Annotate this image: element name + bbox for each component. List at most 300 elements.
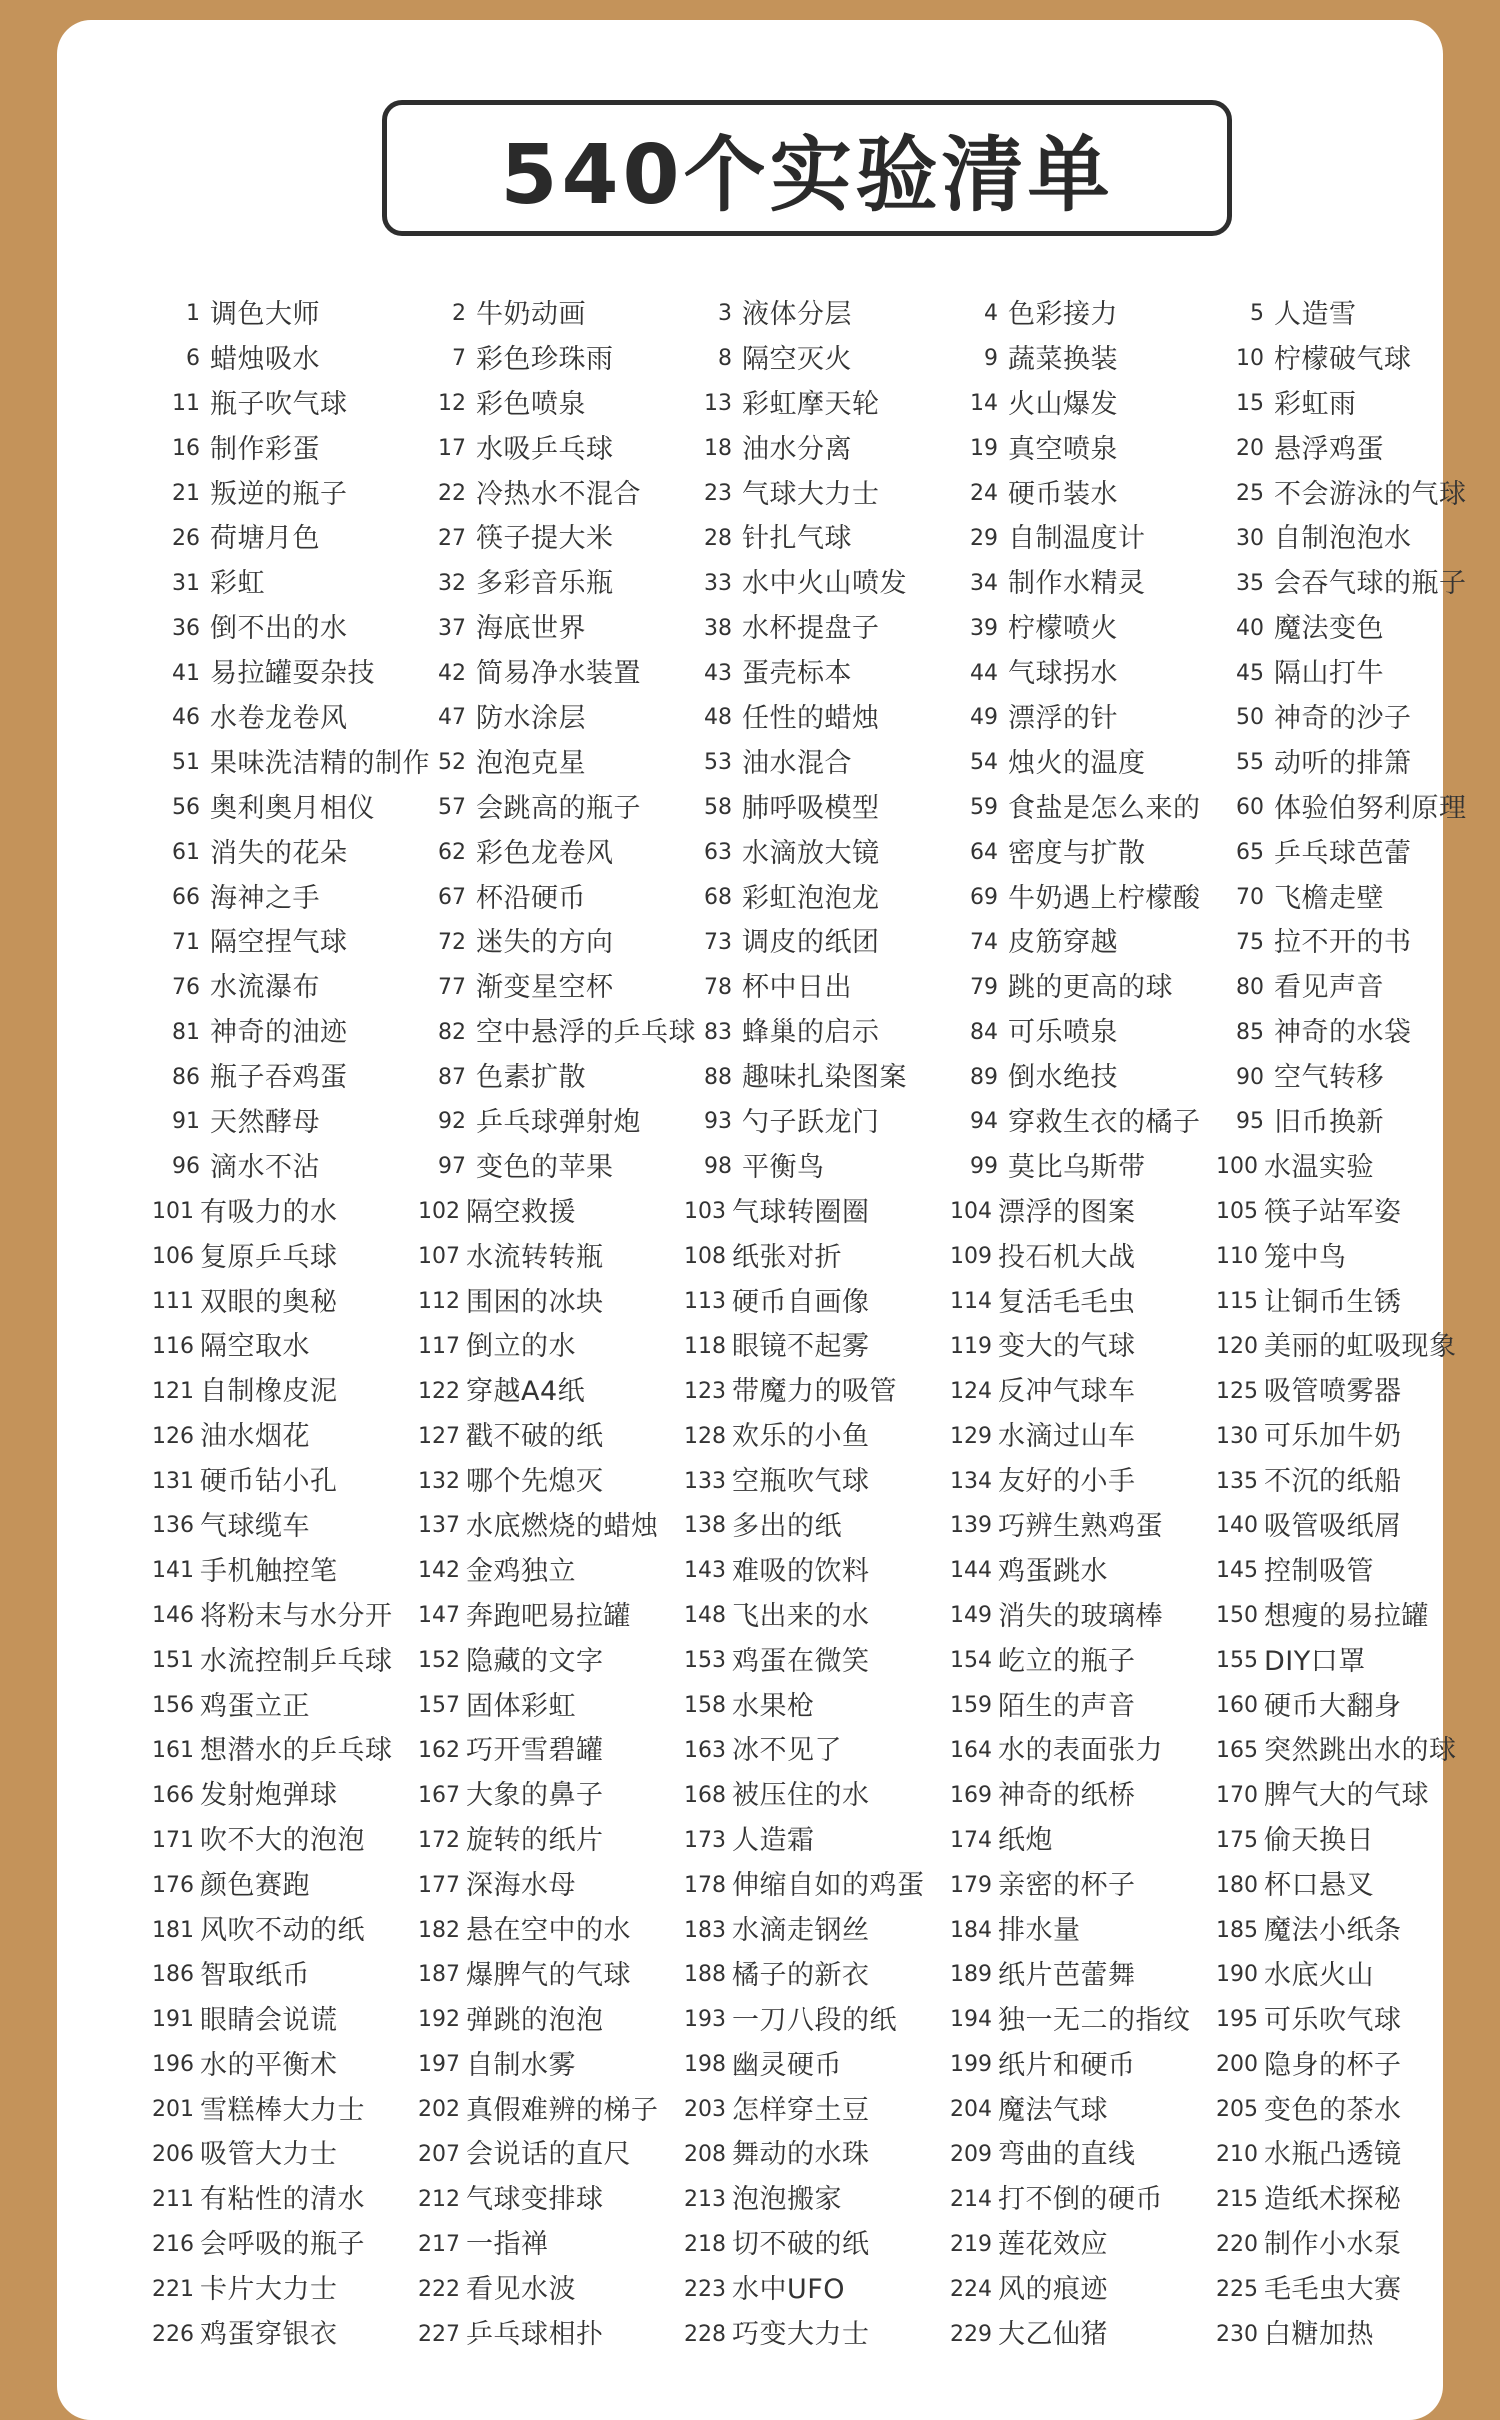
item-number: 205 <box>1216 2097 1258 2123</box>
list-item <box>152 382 418 427</box>
list-item <box>1216 831 1482 876</box>
item-number: 78 <box>704 974 732 1000</box>
item-number: 168 <box>684 1782 726 1808</box>
item-label: 色素扩散 <box>476 1062 586 1094</box>
item-number: 137 <box>418 1513 460 1539</box>
item-number: 165 <box>1216 1737 1258 1763</box>
list-item <box>684 2222 950 2267</box>
item-label: DIY口罩 <box>1264 1645 1366 1677</box>
list-item <box>152 876 418 921</box>
item-label: 柠檬破气球 <box>1274 343 1412 375</box>
item-number: 15 <box>1236 391 1264 417</box>
item-number: 53 <box>704 750 732 776</box>
item-number: 92 <box>438 1109 466 1135</box>
item-number: 208 <box>684 2141 726 2167</box>
item-label: 多出的纸 <box>732 1510 842 1542</box>
list-item <box>152 1235 418 1280</box>
item-label: 平衡鸟 <box>742 1151 825 1183</box>
item-label: 任性的蜡烛 <box>742 702 880 734</box>
list-item <box>418 427 684 472</box>
item-label: 体验伯努利原理 <box>1274 792 1467 824</box>
item-label: 隔空灭火 <box>742 343 852 375</box>
item-label: 人造霜 <box>732 1825 815 1857</box>
list-item <box>1216 1594 1482 1639</box>
item-label: 真空喷泉 <box>1008 433 1118 465</box>
item-label: 神奇的油迹 <box>210 1017 348 1049</box>
list-item <box>684 1190 950 1235</box>
item-number: 134 <box>950 1468 992 1494</box>
list-item <box>950 1639 1216 1684</box>
item-number: 217 <box>418 2231 460 2257</box>
item-label: 有吸力的水 <box>200 1196 338 1228</box>
list-item <box>418 651 684 696</box>
item-number: 221 <box>152 2276 194 2302</box>
item-number: 43 <box>704 660 732 686</box>
item-number: 30 <box>1236 525 1264 551</box>
item-number: 174 <box>950 1827 992 1853</box>
item-label: 叛逆的瓶子 <box>210 478 348 510</box>
item-label: 智取纸币 <box>200 1959 310 1991</box>
list-item <box>1216 1684 1482 1729</box>
item-label: 气球变排球 <box>466 2184 604 2216</box>
item-label: 泡泡搬家 <box>732 2184 842 2216</box>
item-label: 自制橡皮泥 <box>200 1376 338 1408</box>
item-label: 牛奶遇上柠檬酸 <box>1008 882 1201 914</box>
item-label: 倒立的水 <box>466 1331 576 1363</box>
list-item <box>418 382 684 427</box>
list-item <box>950 1055 1216 1100</box>
list-item <box>950 1100 1216 1145</box>
list-item <box>152 1639 418 1684</box>
item-number: 228 <box>684 2321 726 2347</box>
list-item <box>684 1908 950 1953</box>
item-number: 89 <box>970 1064 998 1090</box>
list-item <box>418 1594 684 1639</box>
item-label: 漂浮的针 <box>1008 702 1118 734</box>
list-item <box>684 831 950 876</box>
list-item <box>418 1504 684 1549</box>
list-item <box>684 2267 950 2312</box>
list-item <box>418 1055 684 1100</box>
item-number: 223 <box>684 2276 726 2302</box>
list-item <box>418 696 684 741</box>
list-item <box>1216 2133 1482 2178</box>
item-label: 独一无二的指纹 <box>998 2004 1191 2036</box>
item-label: 油水烟花 <box>200 1421 310 1453</box>
item-number: 8 <box>718 346 732 372</box>
item-number: 35 <box>1236 570 1264 596</box>
item-number: 184 <box>950 1917 992 1943</box>
list-item <box>418 606 684 651</box>
item-number: 170 <box>1216 1782 1258 1808</box>
item-label: 笼中鸟 <box>1264 1241 1347 1273</box>
list-item <box>152 651 418 696</box>
item-number: 193 <box>684 2007 726 2033</box>
list-item <box>684 741 950 786</box>
item-number: 32 <box>438 570 466 596</box>
item-label: 眼睛会说谎 <box>200 2004 338 2036</box>
item-number: 34 <box>970 570 998 596</box>
item-label: 水卷龙卷风 <box>210 702 348 734</box>
list-item <box>950 786 1216 831</box>
item-label: 倒不出的水 <box>210 613 348 645</box>
item-label: 亲密的杯子 <box>998 1870 1136 1902</box>
item-label: 气球拐水 <box>1008 658 1118 690</box>
item-number: 93 <box>704 1109 732 1135</box>
list-item <box>152 1459 418 1504</box>
item-label: 滴水不沾 <box>210 1151 320 1183</box>
list-item <box>950 1863 1216 1908</box>
item-label: 调皮的纸团 <box>742 927 880 959</box>
item-number: 86 <box>172 1064 200 1090</box>
item-number: 122 <box>418 1378 460 1404</box>
list-item <box>684 1100 950 1145</box>
item-label: 水杯提盘子 <box>742 613 880 645</box>
item-label: 一刀八段的纸 <box>732 2004 897 2036</box>
item-label: 造纸术探秘 <box>1264 2184 1402 2216</box>
item-label: 金鸡独立 <box>466 1555 576 1587</box>
item-number: 48 <box>704 705 732 731</box>
item-label: 彩色珍珠雨 <box>476 343 614 375</box>
item-number: 191 <box>152 2007 194 2033</box>
item-label: 毛毛虫大赛 <box>1264 2274 1402 2306</box>
item-number: 148 <box>684 1603 726 1629</box>
item-number: 195 <box>1216 2007 1258 2033</box>
item-label: 自制水雾 <box>466 2049 576 2081</box>
item-number: 36 <box>172 615 200 641</box>
list-item <box>152 1908 418 1953</box>
item-label: 气球大力士 <box>742 478 880 510</box>
list-item <box>1216 651 1482 696</box>
list-item <box>684 292 950 337</box>
item-label: 偷天换日 <box>1264 1825 1374 1857</box>
item-number: 163 <box>684 1737 726 1763</box>
list-item <box>418 561 684 606</box>
item-number: 106 <box>152 1244 194 1270</box>
list-item <box>950 2312 1216 2357</box>
item-number: 125 <box>1216 1378 1258 1404</box>
item-number: 1 <box>186 301 200 327</box>
page-title: 540个实验清单 <box>500 127 1114 223</box>
list-item <box>950 1504 1216 1549</box>
item-number: 131 <box>152 1468 194 1494</box>
list-item <box>418 1863 684 1908</box>
item-label: 巧辨生熟鸡蛋 <box>998 1510 1163 1542</box>
item-label: 蔬菜换装 <box>1008 343 1118 375</box>
list-item <box>1216 1504 1482 1549</box>
item-label: 密度与扩散 <box>1008 837 1146 869</box>
item-number: 61 <box>172 840 200 866</box>
list-item <box>1216 741 1482 786</box>
list-item <box>152 1953 418 1998</box>
list-item <box>152 1369 418 1414</box>
item-number: 120 <box>1216 1333 1258 1359</box>
item-label: 纸片和硬币 <box>998 2049 1136 2081</box>
list-item <box>684 696 950 741</box>
item-number: 28 <box>704 525 732 551</box>
item-label: 巧变大力士 <box>732 2319 870 2351</box>
item-label: 硬币钻小孔 <box>200 1466 338 1498</box>
item-label: 屹立的瓶子 <box>998 1645 1136 1677</box>
item-number: 10 <box>1236 346 1264 372</box>
list-item <box>1216 920 1482 965</box>
list-item <box>1216 1459 1482 1504</box>
item-label: 消失的玻璃棒 <box>998 1600 1163 1632</box>
item-number: 150 <box>1216 1603 1258 1629</box>
item-number: 68 <box>704 885 732 911</box>
item-number: 229 <box>950 2321 992 2347</box>
list-item <box>152 606 418 651</box>
list-item <box>1216 1863 1482 1908</box>
item-number: 123 <box>684 1378 726 1404</box>
item-number: 197 <box>418 2052 460 2078</box>
list-item <box>684 1504 950 1549</box>
list-item <box>950 920 1216 965</box>
item-label: 悬浮鸡蛋 <box>1274 433 1384 465</box>
item-number: 71 <box>172 929 200 955</box>
item-number: 113 <box>684 1289 726 1315</box>
item-label: 色彩接力 <box>1008 298 1118 330</box>
item-label: 纸张对折 <box>732 1241 842 1273</box>
item-number: 177 <box>418 1872 460 1898</box>
item-number: 51 <box>172 750 200 776</box>
list-item <box>418 1773 684 1818</box>
list-item <box>418 2088 684 2133</box>
item-label: 自制温度计 <box>1008 523 1146 555</box>
list-item <box>1216 1055 1482 1100</box>
list-item <box>1216 561 1482 606</box>
item-number: 183 <box>684 1917 726 1943</box>
item-number: 129 <box>950 1423 992 1449</box>
item-label: 食盐是怎么来的 <box>1008 792 1201 824</box>
item-number: 147 <box>418 1603 460 1629</box>
list-item <box>1216 1998 1482 2043</box>
item-label: 莲花效应 <box>998 2229 1108 2261</box>
item-label: 雪糕棒大力士 <box>200 2094 365 2126</box>
item-number: 180 <box>1216 1872 1258 1898</box>
item-number: 132 <box>418 1468 460 1494</box>
item-label: 穿救生衣的橘子 <box>1008 1106 1201 1138</box>
list-item <box>684 1729 950 1774</box>
item-label: 隔空取水 <box>200 1331 310 1363</box>
item-number: 63 <box>704 840 732 866</box>
item-label: 彩虹 <box>210 568 265 600</box>
item-label: 隐藏的文字 <box>466 1645 604 1677</box>
item-label: 排水量 <box>998 1915 1081 1946</box>
list-item <box>418 965 684 1010</box>
item-label: 大乙仙猪 <box>998 2319 1108 2351</box>
item-label: 哪个先熄灭 <box>466 1466 604 1498</box>
list-item <box>152 1324 418 1369</box>
item-number: 172 <box>418 1827 460 1853</box>
item-label: 蜂巢的启示 <box>742 1017 880 1049</box>
list-item <box>1216 1953 1482 1998</box>
experiment-list <box>152 292 1482 2357</box>
list-item <box>152 2133 418 2178</box>
item-number: 22 <box>438 481 466 506</box>
item-label: 肺呼吸模型 <box>742 792 880 824</box>
list-item <box>950 2222 1216 2267</box>
list-item <box>684 2177 950 2222</box>
list-item <box>684 1549 950 1594</box>
list-item <box>418 1459 684 1504</box>
item-label: 易拉罐耍杂技 <box>210 658 375 690</box>
list-item <box>418 472 684 517</box>
item-label: 带魔力的吸管 <box>732 1376 897 1408</box>
item-label: 看见声音 <box>1274 972 1384 1004</box>
list-item <box>152 1100 418 1145</box>
item-label: 倒水绝技 <box>1008 1062 1118 1094</box>
item-number: 98 <box>704 1154 732 1180</box>
list-item <box>1216 1280 1482 1325</box>
item-label: 奔跑吧易拉罐 <box>466 1600 631 1632</box>
item-number: 213 <box>684 2186 726 2212</box>
list-item <box>684 1998 950 2043</box>
list-item <box>684 651 950 696</box>
item-number: 47 <box>438 705 466 731</box>
item-label: 彩色喷泉 <box>476 388 586 420</box>
item-number: 95 <box>1236 1109 1264 1135</box>
item-number: 55 <box>1236 750 1264 776</box>
list-item <box>950 472 1216 517</box>
item-label: 眼镜不起雾 <box>732 1331 870 1363</box>
item-label: 奥利奥月相仪 <box>210 792 375 824</box>
item-label: 蜡烛吸水 <box>210 343 320 375</box>
list-item <box>684 1280 950 1325</box>
item-label: 柠檬喷火 <box>1008 613 1118 645</box>
item-number: 167 <box>418 1782 460 1808</box>
item-number: 45 <box>1236 660 1264 686</box>
list-item <box>950 2043 1216 2088</box>
item-label: 突然跳出水的球 <box>1264 1735 1457 1767</box>
list-item <box>950 965 1216 1010</box>
item-label: 有粘性的清水 <box>200 2184 365 2216</box>
list-item <box>684 1818 950 1863</box>
item-number: 77 <box>438 974 466 1000</box>
item-label: 切不破的纸 <box>732 2229 870 2261</box>
list-item <box>684 1953 950 1998</box>
item-number: 75 <box>1236 929 1264 955</box>
item-label: 弹跳的泡泡 <box>466 2004 604 2036</box>
item-label: 空瓶吹气球 <box>732 1466 870 1498</box>
item-number: 9 <box>984 346 998 372</box>
item-label: 水中火山喷发 <box>742 568 907 600</box>
item-number: 201 <box>152 2097 194 2123</box>
item-number: 83 <box>704 1019 732 1045</box>
item-label: 海底世界 <box>476 613 586 645</box>
item-number: 67 <box>438 885 466 911</box>
item-label: 漂浮的图案 <box>998 1196 1136 1228</box>
item-number: 4 <box>984 301 998 327</box>
list-item <box>950 1324 1216 1369</box>
item-label: 乒乓球弹射炮 <box>476 1106 641 1138</box>
item-number: 80 <box>1236 974 1264 1000</box>
item-number: 88 <box>704 1064 732 1090</box>
list-item <box>418 1729 684 1774</box>
list-item <box>950 292 1216 337</box>
item-label: 吸管吸纸屑 <box>1264 1510 1402 1542</box>
item-number: 16 <box>172 436 200 462</box>
item-label: 打不倒的硬币 <box>998 2184 1163 2216</box>
item-number: 65 <box>1236 840 1264 866</box>
list-item <box>1216 2267 1482 2312</box>
item-number: 103 <box>684 1199 726 1225</box>
list-item <box>950 1818 1216 1863</box>
list-item <box>152 472 418 517</box>
item-number: 155 <box>1216 1648 1258 1674</box>
item-number: 194 <box>950 2007 992 2033</box>
item-label: 筷子提大米 <box>476 523 614 555</box>
item-number: 121 <box>152 1378 194 1404</box>
list-item <box>950 382 1216 427</box>
list-item <box>1216 1729 1482 1774</box>
item-number: 23 <box>704 481 732 506</box>
list-item <box>152 831 418 876</box>
item-number: 107 <box>418 1244 460 1270</box>
item-number: 200 <box>1216 2052 1258 2078</box>
item-number: 40 <box>1236 615 1264 641</box>
item-number: 215 <box>1216 2186 1258 2212</box>
list-item <box>152 1280 418 1325</box>
item-label: 变色的苹果 <box>476 1151 614 1183</box>
item-label: 白糖加热 <box>1264 2319 1374 2351</box>
item-number: 204 <box>950 2097 992 2123</box>
list-item <box>950 1998 1216 2043</box>
list-item <box>418 1235 684 1280</box>
item-number: 105 <box>1216 1199 1258 1225</box>
list-item <box>152 2267 418 2312</box>
item-label: 不会游泳的气球 <box>1274 478 1467 510</box>
item-number: 154 <box>950 1648 992 1674</box>
item-label: 难吸的饮料 <box>732 1555 870 1587</box>
list-item <box>684 1324 950 1369</box>
item-number: 7 <box>452 346 466 372</box>
item-number: 164 <box>950 1737 992 1763</box>
list-item <box>950 741 1216 786</box>
list-item <box>152 2088 418 2133</box>
item-label: 围困的冰块 <box>466 1286 604 1318</box>
item-number: 144 <box>950 1558 992 1584</box>
item-label: 调色大师 <box>210 298 320 330</box>
item-number: 136 <box>152 1513 194 1539</box>
item-label: 迷失的方向 <box>476 927 614 959</box>
list-item <box>684 382 950 427</box>
list-item <box>418 1953 684 1998</box>
list-item <box>418 1818 684 1863</box>
item-number: 124 <box>950 1378 992 1404</box>
item-number: 44 <box>970 660 998 686</box>
list-item <box>950 1908 1216 1953</box>
list-item <box>1216 1235 1482 1280</box>
item-number: 128 <box>684 1423 726 1449</box>
item-label: 变色的茶水 <box>1264 2094 1402 2126</box>
item-label: 怎样穿土豆 <box>732 2094 870 2126</box>
list-item <box>1216 965 1482 1010</box>
list-item <box>418 876 684 921</box>
list-item <box>418 1145 684 1190</box>
list-item <box>152 741 430 786</box>
item-label: 水滴过山车 <box>998 1421 1136 1453</box>
list-item <box>418 741 684 786</box>
item-number: 230 <box>1216 2321 1258 2347</box>
item-number: 160 <box>1216 1693 1258 1719</box>
item-label: 大象的鼻子 <box>466 1780 604 1812</box>
item-number: 46 <box>172 705 200 731</box>
list-item <box>684 516 950 561</box>
item-label: 冰不见了 <box>732 1735 842 1767</box>
item-label: 自制泡泡水 <box>1274 523 1412 555</box>
item-label: 多彩音乐瓶 <box>476 568 614 600</box>
